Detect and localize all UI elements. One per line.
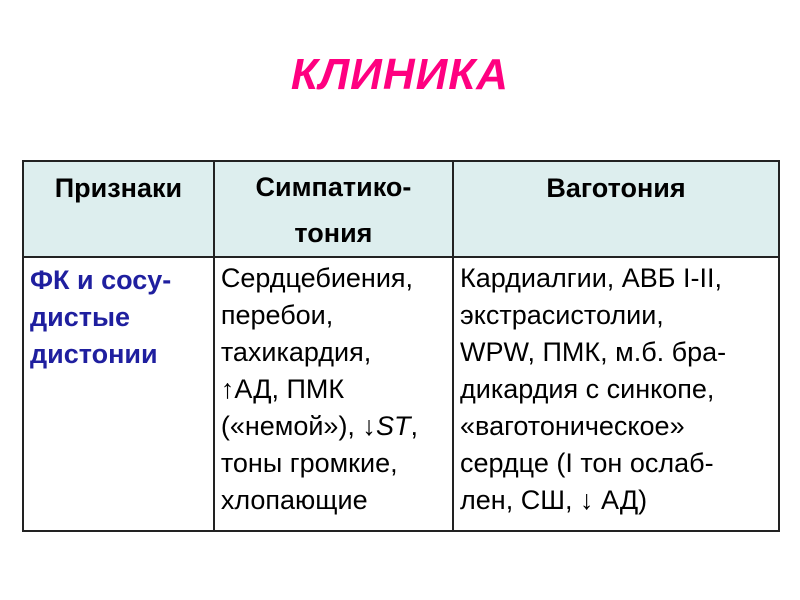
header-sympathicotonia-label: Симпатико- тония [255,172,412,248]
header-vagotonia-label: Ваготония [546,173,686,203]
cell-vagotonia-text: Кардиалгии, АВБ I-II, экстрасистолии, WPW, ПМК, м.б. бра- дикардия с синкопе, «ваготоническое» сердце (I тон ослаб- лен, СШ, ↓ АД) [460,263,727,515]
cell-vagotonia [453,257,779,531]
header-features-label: Признаки [54,173,183,203]
page-title: КЛИНИКА [290,50,510,99]
cell-sympathicotonia-text: Сердцебиения, перебои, тахикардия, ↑АД, ПМК («немой»), ↓ST, тоны громкие, хлопающие [220,263,418,515]
clinic-table [22,160,780,532]
st-segment: ST [375,411,411,441]
header-vagotonia [453,161,779,257]
cell-sympathicotonia [214,257,453,531]
cell-feature [23,257,214,531]
table-row [23,257,779,531]
header-features [23,161,214,257]
header-sympathicotonia [214,161,453,257]
table-header-row [23,161,779,257]
cell-feature-text: ФК и сосу- дистые дистонии [30,265,172,369]
